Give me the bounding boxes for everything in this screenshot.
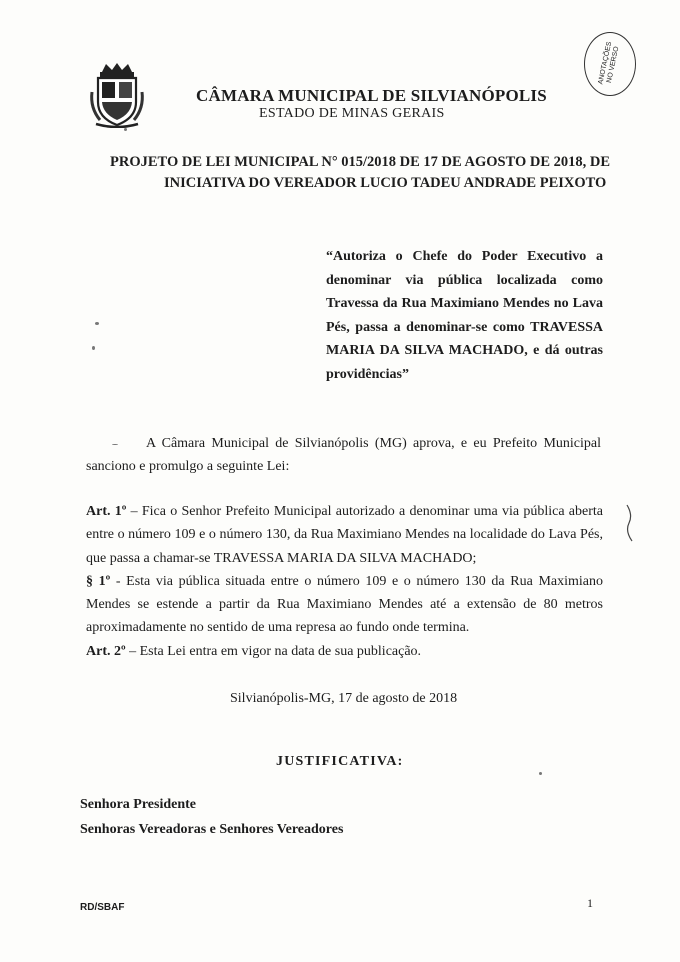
paragraph-1 (86, 570, 603, 640)
article-1-label: Art. 1º (86, 504, 127, 519)
stamp-text: ANOTAÇÕES NO VERSO (597, 41, 621, 86)
ementa-summary: “Autoriza o Chefe do Poder Executivo a denominar via pública localizada como Travessa da Rua Maximiano Mendes no Lava Pés, passa a denominar-se como TRAVESSA MARIA DA SILVA MACHADO, e dá outras providências” (326, 249, 603, 382)
article-1 (86, 500, 603, 570)
margin-pen-mark (623, 503, 637, 543)
article-2-label: Art. 2º (86, 643, 126, 659)
articles-section (86, 500, 603, 663)
scan-speck (92, 346, 95, 350)
justificativa-heading: JUSTIFICATIVA: (276, 754, 404, 769)
scan-speck (124, 128, 127, 131)
footer-code: RD/SBAF (80, 902, 125, 913)
paragraph-1-label: § 1º (86, 573, 111, 589)
org-state: ESTADO DE MINAS GERAIS (259, 106, 445, 121)
bill-title-line-2: INICIATIVA DO VEREADOR LUCIO TADEU ANDRADE PEIXOTO (164, 175, 607, 191)
org-name: CÂMARA MUNICIPAL DE SILVIANÓPOLIS (196, 86, 547, 105)
annotations-stamp (584, 32, 636, 96)
article-2 (86, 640, 603, 663)
preamble-paragraph: A Câmara Municipal de Silvianópolis (MG) aprova, e eu Prefeito Municipal sanciono e promulgo a seguinte Lei: (86, 436, 601, 474)
municipal-crest-icon (88, 62, 146, 128)
paragraph-1-text: - Esta via pública situada entre o número 109 e o número 130 da Rua Maximiano Mendes se estende a partir da Rua Maximiano Mendes até a extensão de 80 metros aproximadamente no sentido de uma represa ao fundo onde termina. (86, 573, 603, 636)
scan-speck (539, 772, 542, 775)
salutation-councillors: Senhoras Vereadoras e Senhores Vereadores (80, 822, 344, 837)
scan-speck (112, 444, 118, 445)
article-2-text: – Esta Lei entra em vigor na data de sua publicação. (125, 643, 422, 659)
date-place: Silvianópolis-MG, 17 de agosto de 2018 (230, 691, 458, 706)
article-1-text: – Fica o Senhor Prefeito Municipal autorizado a denominar uma via pública aberta entre o número 109 e o número 130, da Rua Maximiano Mendes na localidade do Lava Pés, que passa a chamar-se TRAVESSA MARIA DA SILVA MACHADO; (86, 504, 603, 566)
scan-speck (95, 322, 99, 325)
bill-title-line-1: PROJETO DE LEI MUNICIPAL N° 015/2018 DE 17 DE AGOSTO DE 2018, DE (110, 154, 611, 170)
page-number: 1 (587, 896, 593, 910)
salutation-president: Senhora Presidente (80, 797, 197, 812)
